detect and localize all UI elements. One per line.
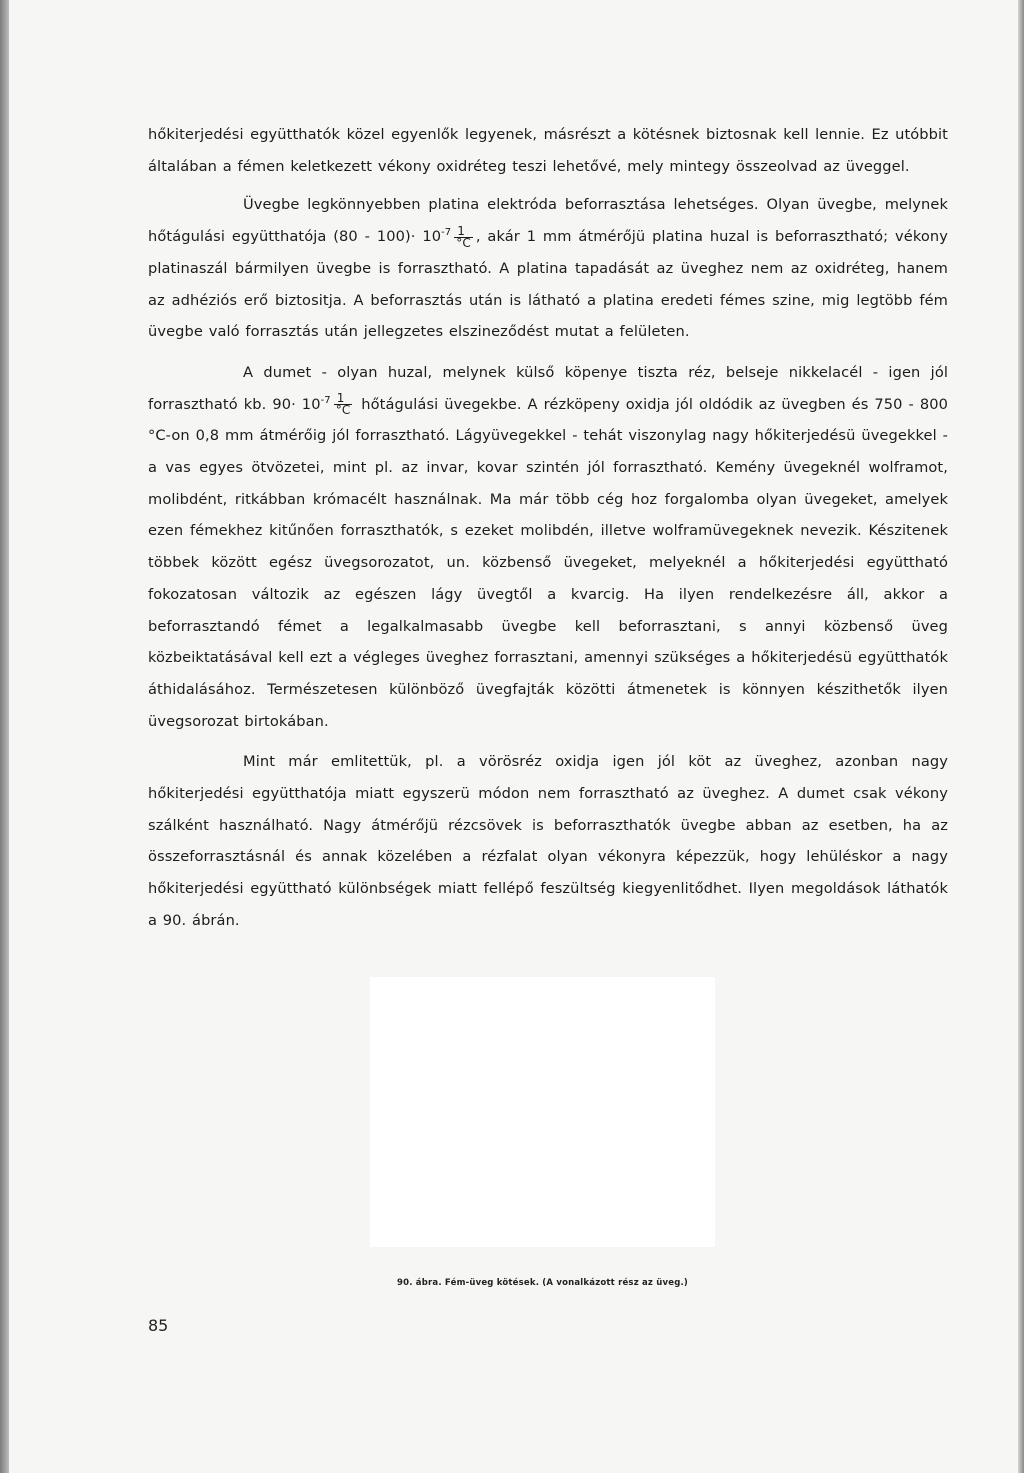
body-text [148, 119, 948, 937]
figure-caption: 90. ábra. Fém-üveg kötések. (A vonalkázott rész az üveg.) [396, 1278, 688, 1288]
exponent: -7 [320, 394, 331, 406]
paragraph-3-text-after: hőtágulási üvegekbe. A rézköpeny oxidja jól oldódik az üvegben és 750 - 800 °C-on 0,8 mm átmérőig jól forrasztható. Lágyüvegekkel - tehát viszonylag nagy hőkiterjedésü üvegekkel - a vas egyes ötvözetei, mint pl. az invar, kovar szintén jól forrasztható. Kemény üvegeknél wolframot, molibdént, ritkábban krómacélt használnak. Ma már több cég hoz forgalomba olyan üvegeket, amelyek ezen fémekhez kitűnően forraszthatók, s ezeket molibdén, illetve wolframüvegeknek nevezik. Készitenek többek között egész üvegsorozatot, un. közbenső üvegeket, melyeknél a hőkiterjedési együttható fokozatosan változik az egészen lágy üvegtől a kvarcig. Ha ilyen rendelkezésre áll, akkor a beforrasztandó fémet a legalkalmasabb üvegbe kell beforrasztani, s annyi közbenső üveg közbeiktatásával kell ezt a végleges üveghez forrasztani, amennyi szükséges a hőkiterjedésü együtthatók áthidalásához. Természetesen különböző üvegfajták közötti átmenetek is könnyen készithetők ilyen üvegsorozat birtokában. [148, 395, 948, 730]
fraction-numerator: 1 [454, 226, 473, 238]
unit-fraction [454, 223, 473, 250]
page-left-edge-shadow [0, 0, 9, 1473]
page-number: 85 [148, 1316, 169, 1335]
paragraph-3 [148, 357, 948, 737]
exponent: -7 [441, 227, 452, 239]
paragraph-4: Mint már emlitettük, pl. a vörösréz oxidja igen jól köt az üveghez, azonban nagy hőkiterjedési együtthatója miatt egyszerü módon nem forrasztható az üveghez. A dumet csak vékony szálként használható. Nagy átmérőjü rézcsövek is beforraszthatók üvegbe abban az esetben, ha az összeforrasztásnál és annak közelében a rézfalat olyan vékonyra képezzük, hogy lehüléskor a nagy hőkiterjedési együttható különbségek miatt fellépő feszültség kiegyenlitődhet. Ilyen megoldások láthatók a 90. ábrán. [148, 753, 948, 929]
unit-fraction [334, 393, 353, 416]
paragraph-2-text-after: , akár 1 mm átmérőjü platina huzal is beforrasztható; vékony platinaszál bármilyen üvegbe is forrasztható. A platina tapadását az üveghez nem az oxidréteg, hanem az adhéziós erő biztositja. A beforrasztás után is látható a platina eredeti fémes szine, mig legtöbb fém üvegbe való forrasztás után jellegzetes elszineződést mutat a felületen. [148, 228, 948, 341]
paragraph-1: hőkiterjedési együtthatók közel egyenlők legyenek, másrészt a kötésnek biztosnak kell lennie. Ez utóbbit általában a fémen keletkezett vékony oxidréteg teszi lehetővé, mely mintegy összeolvad az üveggel. [148, 126, 948, 175]
fraction-denominator: °C [456, 235, 471, 250]
paragraph-2 [148, 189, 948, 348]
fraction-denominator: °C [335, 403, 351, 418]
paragraph-2-text-before: Üvegbe legkönnyebben platina elektróda beforrasztása lehetséges. Olyan üvegbe, melynek hőtágulási együtthatója (80 - 100)· 10 [148, 196, 948, 246]
paragraph-3-text-before: A dumet - olyan huzal, melynek külső köpenye tiszta réz, belseje nikkelacél - igen jól forrasztható kb. 90· 10 [148, 363, 948, 413]
page-right-edge-shadow [1018, 0, 1024, 1473]
fraction-numerator: 1 [334, 393, 353, 405]
figure-90-blank-area [370, 977, 715, 1247]
